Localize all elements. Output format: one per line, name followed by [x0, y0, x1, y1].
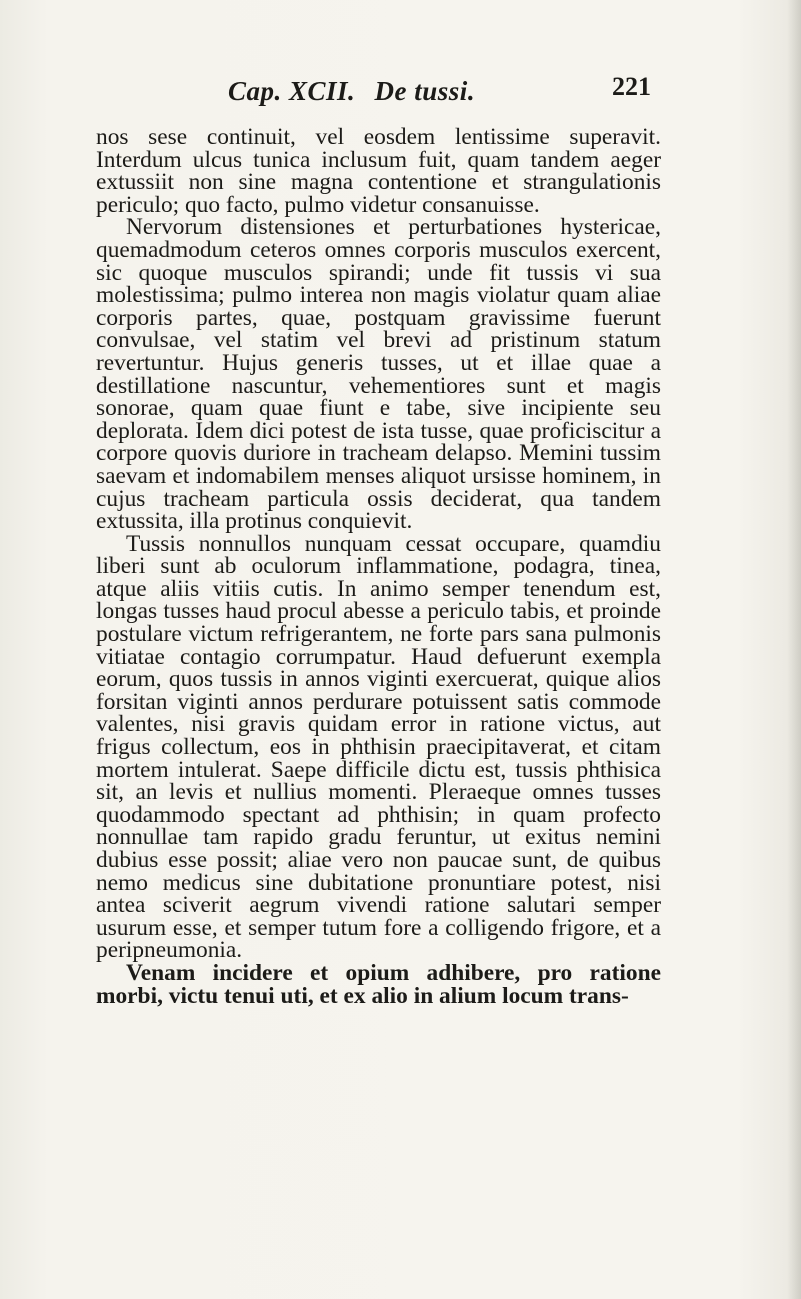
binding-edge [787, 0, 801, 1299]
chapter-label: Cap. XCII. [228, 76, 356, 106]
paragraph: nos sese continuit, vel eosdem lentissime superavit. Interdum ulcus tunica inclusum fuit, quam tandem aeger extussiit non sine magna contentione et strangulationis periculo; quo facto, pulmo videtur consanuisse. [96, 124, 661, 218]
running-head [228, 76, 487, 107]
body-text [96, 126, 661, 1007]
paragraph: Tussis nonnullos nunquam cessat occupare, quamdiu liberi sunt ab oculorum inflammatione, podagra, tinea, atque aliis vitiis cutis. In animo semper tenendum est, longas tusses haud procul abesse a periculo tabis, et proinde postulare victum refrigerantem, ne forte pars sana pulmonis vitiatae contagio corrumpatur. Haud defuerunt exempla eorum, quos tussis in annos viginti exercuerat, quique alios forsitan viginti annos perdurare potuissent satis commode valentes, nisi gravis quidam error in ratione victus, aut frigus collectum, eos in phthisin praecipitaverat, et citam mortem intulerat. Saepe difficile dictu est, tussis phthisica sit, an levis et nullius momenti. Pleraeque omnes tusses quodammodo spectant ad phthisin; in quam profecto nonnullae tam rapido gradu feruntur, ut exitus nemini dubius esse possit; aliae vero non paucae sunt, de quibus nemo medicus sine dubitatione pronuntiare potest, nisi antea sciverit aegrum vivendi ratione salutari semper usurum esse, et semper tutum fore a colligendo frigore, et a peripneumonia. [96, 530, 661, 964]
paragraph: Nervorum distensiones et perturbationes hystericae, quemadmodum ceteros omnes corporis musculos exercent, sic quoque musculos spirandi; unde fit tussis vi sua molestissima; pulmo interea non magis violatur quam aliae corporis partes, quae, postquam gravissime fuerunt convulsae, vel statim vel brevi ad pristinum statum revertuntur. Hujus generis tusses, ut et illae quae a destillatione nascuntur, vehementiores sunt et magis sonorae, quam quae fiunt e tabe, sive incipiente seu deplorata. Idem dici potest de ista tusse, quae proficiscitur a corpore quovis duriore in tracheam delapso. Memini tussim saevam et indomabilem menses aliquot ursisse hominem, in cujus tracheam particula ossis deciderat, qua tandem extussita, illa protinus conquievit. [96, 214, 661, 535]
page-number: 221 [612, 72, 651, 101]
paragraph: Venam incidere et opium adhibere, pro ratione morbi, victu tenui uti, et ex alio in alium locum trans- [96, 959, 661, 1009]
page-header [0, 72, 801, 116]
chapter-title: De tussi. [374, 76, 476, 106]
